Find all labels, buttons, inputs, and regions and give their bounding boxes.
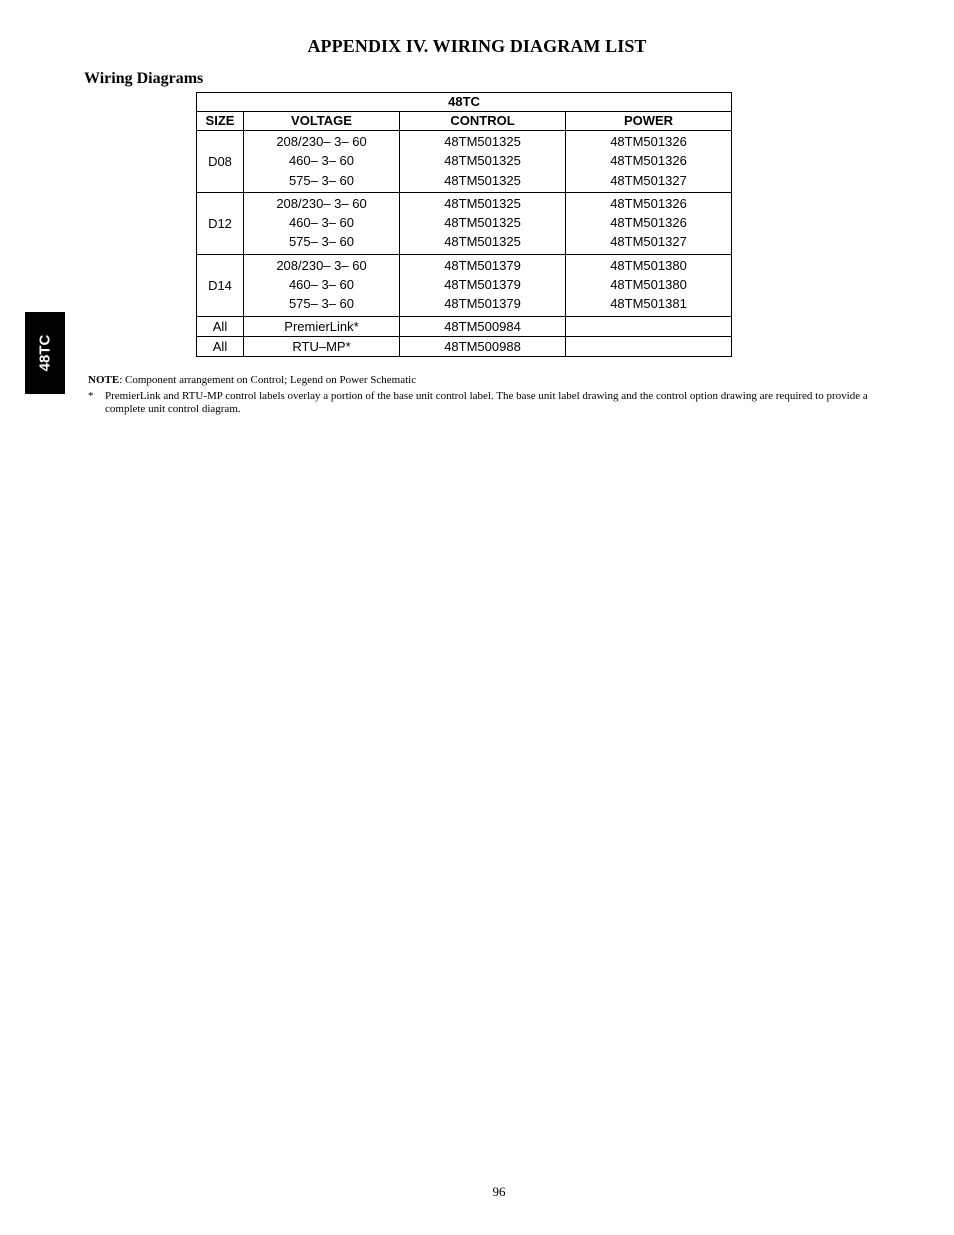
power-cell: [566, 316, 732, 336]
voltage-value: 575– 3– 60: [288, 172, 355, 188]
power-cell: [566, 192, 732, 254]
control-value: 48TM501325: [444, 195, 521, 211]
control-value: 48TM501379: [444, 257, 521, 273]
control-value: 48TM501325: [444, 153, 521, 169]
voltage-value: 460– 3– 60: [288, 277, 355, 293]
header-power: POWER: [566, 112, 732, 131]
power-value: 48TM501380: [610, 257, 687, 273]
footnote-mark: *: [88, 390, 94, 402]
control-value: 48TM501379: [444, 277, 521, 293]
control-cell: [400, 192, 566, 254]
side-tab: [25, 312, 65, 394]
header-voltage: VOLTAGE: [244, 112, 400, 131]
voltage-value: 208/230– 3– 60: [276, 257, 367, 273]
page-number: 96: [492, 1184, 506, 1199]
control-value: 48TM501379: [444, 296, 521, 312]
power-value: 48TM501327: [610, 234, 687, 250]
power-value: 48TM501326: [610, 215, 687, 231]
page-title: APPENDIX IV. WIRING DIAGRAM LIST: [307, 36, 647, 56]
size-cell: All: [197, 336, 244, 356]
wiring-diagram-table: [196, 92, 732, 357]
power-value: 48TM501380: [610, 277, 687, 293]
voltage-value: 460– 3– 60: [288, 153, 355, 169]
voltage-cell: RTU–MP*: [244, 336, 400, 356]
table-row: [197, 131, 732, 193]
voltage-value: 460– 3– 60: [288, 215, 355, 231]
power-cell: [566, 336, 732, 356]
control-value: 48TM501325: [444, 134, 521, 149]
control-value: 48TM501325: [444, 234, 521, 250]
voltage-value: 575– 3– 60: [288, 296, 355, 312]
size-cell: D08: [197, 131, 244, 193]
power-value: 48TM501326: [610, 134, 687, 149]
power-value: 48TM501381: [610, 296, 687, 312]
table-header-row: [197, 112, 732, 131]
note-line: [88, 374, 878, 387]
power-cell: [566, 131, 732, 193]
section-title: Wiring Diagrams: [84, 70, 204, 87]
table-row: [197, 316, 732, 336]
control-value: 48TM501325: [444, 215, 521, 231]
table-note: [88, 374, 878, 416]
control-cell: 48TM500988: [400, 336, 566, 356]
control-cell: [400, 254, 566, 316]
voltage-cell: [244, 131, 400, 193]
header-control: CONTROL: [400, 112, 566, 131]
voltage-cell: [244, 254, 400, 316]
control-cell: 48TM500984: [400, 316, 566, 336]
power-cell: [566, 254, 732, 316]
voltage-cell: [244, 192, 400, 254]
voltage-value: 575– 3– 60: [288, 234, 355, 250]
power-value: 48TM501327: [610, 172, 687, 188]
table-row: [197, 254, 732, 316]
control-cell: [400, 131, 566, 193]
table-row: [197, 336, 732, 356]
side-tab-label: 48TC: [36, 334, 54, 372]
control-value: 48TM501325: [444, 172, 521, 188]
note-text: : Component arrangement on Control; Legend on Power Schematic: [119, 374, 417, 386]
power-value: 48TM501326: [610, 195, 687, 211]
table-model-header: 48TC: [197, 93, 732, 112]
footnote: [88, 390, 878, 416]
note-label: NOTE: [88, 374, 120, 386]
size-cell: D14: [197, 254, 244, 316]
header-size: SIZE: [197, 112, 244, 131]
voltage-value: 208/230– 3– 60: [276, 195, 367, 211]
table-row: [197, 192, 732, 254]
table-model-row: [197, 93, 732, 112]
size-cell: All: [197, 316, 244, 336]
footnote-text: PremierLink and RTU-MP control labels overlay a portion of the base unit control label. The base unit label drawing and the control option drawing are required to provide a complete unit control diagram.: [105, 390, 868, 415]
size-cell: D12: [197, 192, 244, 254]
power-value: 48TM501326: [610, 153, 687, 169]
voltage-cell: PremierLink*: [244, 316, 400, 336]
voltage-value: 208/230– 3– 60: [276, 134, 367, 149]
